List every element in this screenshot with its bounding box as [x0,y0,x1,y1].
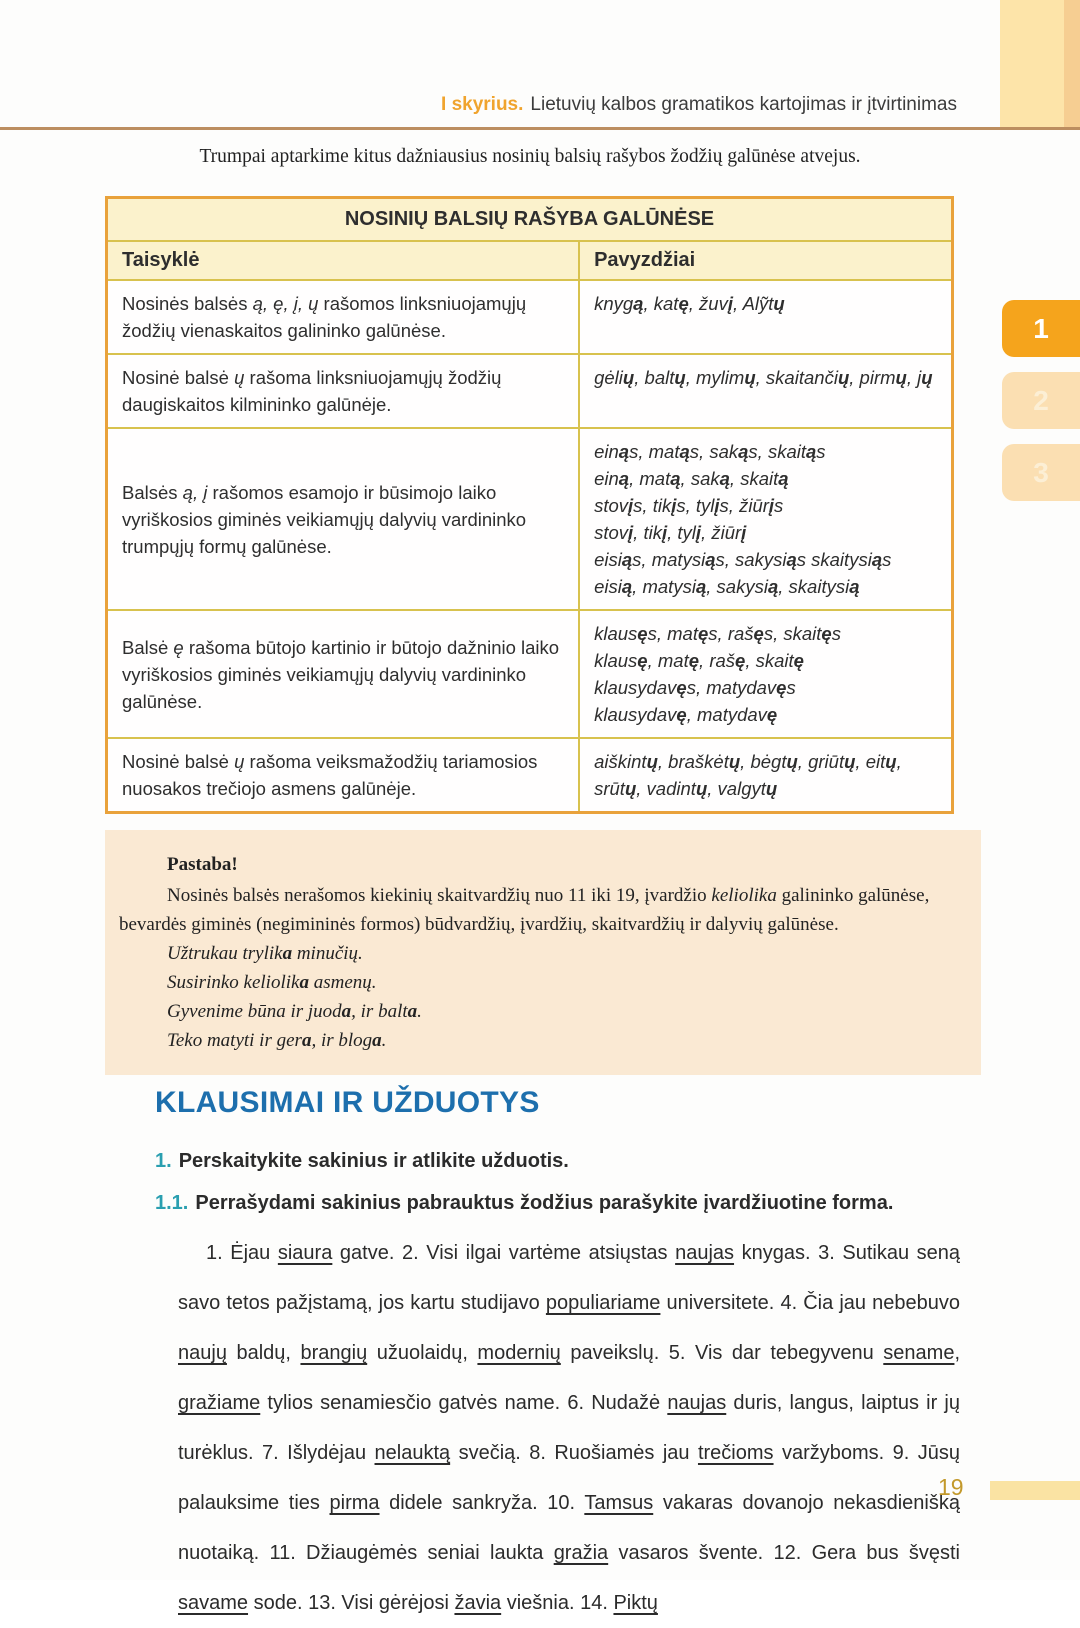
note-box [105,830,981,1075]
side-tab-2: 2 [1002,372,1080,429]
rule-cell: Nosinės balsės ą, ę, į, ų rašomos linksniuojamųjų žodžių vienaskaitos galininko galūnėse. [108,281,580,353]
side-tabs [1002,300,1080,501]
page-header [441,94,957,116]
rule-cell: Nosinė balsė ų rašoma linksniuojamųjų žodžių daugiskaitos kilmininko galūnėje. [108,355,580,427]
rules-table-body [108,281,951,811]
header-title: Lietuvių kalbos gramatikos kartojimas ir įtvirtinimas [530,94,957,115]
bottom-bar-decoration [990,1481,1080,1500]
table-row [108,429,951,611]
task-1-1-text: Perrašydami sakinius pabrauktus žodžius parašykite įvardžiuotine forma. [195,1192,894,1214]
table-row [108,281,951,355]
chapter-label: I skyrius. [441,94,524,115]
task-1-1-number: 1.1. [155,1192,189,1214]
intro-text: Trumpai aptarkime kitus dažniausius nosinių balsių rašybos žodžių galūnėse atvejus. [199,146,861,167]
table-title: NOSINIŲ BALSIŲ RAŠYBA GALŪNĖSE [108,199,951,242]
table-row [108,739,951,811]
examples-cell [580,739,951,811]
example-line: eisiąs, matysiąs, sakysiąs skaitysiąs [594,549,892,570]
exercise-text: 1. Ėjau siaura gatve. 2. Visi ilgai vartėme atsiųstas naujas knygas. 3. Sutikau seną savo tetos pažįstamą, jos kartu studijavo populiariame universitete. 4. Čia jau nebebuvo naujų baldų, brangių užuolaidų, modernių paveikslų. 5. Vis dar tebegyvenu sename, gražiame tylios senamiesčio gatvės name. 6. Nudažė naujas duris, langus, laiptus ir jų turėklus. 7. Išlydėjau nelauktą svečią. 8. Ruošiamės jau trečioms varžyboms. 9. Jūsų palauksime ties pirma didele sankryža. 10. Tamsus vakaras dovanojo nekasdienišką nuotaiką. 11. Džiaugėmės seniai laukta gražia vasaros švente. 12. Gera bus švęsti savame sode. 13. Visi gėrėjosi žavia viešnia. 14. Piktų [178,1242,961,1614]
column-header-rule: Taisyklė [108,242,580,279]
page-number: 19 [938,1474,964,1500]
example-line: einąs, matąs, sakąs, skaitąs [594,441,826,462]
task-1-number: 1. [155,1150,172,1172]
task-1 [155,1150,569,1173]
rules-table [105,196,954,814]
note-title: Pastaba! [167,854,238,875]
note-example-line: Teko matyti ir gera, ir bloga. [167,1030,387,1051]
example-line: eisią, matysią, sakysią, skaitysią [594,576,860,597]
header-divider [0,127,1080,130]
rule-cell: Balsė ę rašoma būtojo kartinio ir būtojo dažninio laiko vyriškosios giminės veikiamųjų dalyvių vardininko galūnėse. [108,611,580,737]
note-example-line: Užtrukau trylika minučių. [167,943,363,964]
example-line: aiškintų, braškėtų, bėgtų, griūtų, eitų, srūtų, vadintų, valgytų [594,751,902,799]
corner-decoration [1000,0,1080,127]
examples-cell [580,355,951,427]
example-line: klausęs, matęs, rašęs, skaitęs [594,623,841,644]
note-example-line: Gyvenime būna ir juoda, ir balta. [167,1001,422,1022]
examples-cell [580,281,951,353]
example-line: stovįs, tikįs, tylįs, žiūrįs [594,495,784,516]
note-example-line: Susirinko keliolika asmenų. [167,972,377,993]
example-line: klausydavę, matydavę [594,704,778,725]
table-row [108,355,951,429]
example-line: klausydavęs, matydavęs [594,677,796,698]
example-line: klausę, matę, rašę, skaitę [594,650,804,671]
example-line: knygą, katę, žuvį, Alỹtų [594,293,785,314]
rule-cell: Balsės ą, į rašomos esamojo ir būsimojo laiko vyriškosios giminės veikiamųjų dalyvių vardininko trumpųjų formų galūnėse. [108,429,580,609]
example-line: einą, matą, saką, skaitą [594,468,789,489]
column-header-examples: Pavyzdžiai [594,249,696,271]
examples-cell [580,429,951,609]
note-body: Nosinės balsės nerašomos kiekinių skaitvardžių nuo 11 iki 19, įvardžio keliolika galininko galūnėse, bevardės giminės (negimininės formos) būdvardžių, įvardžių, skaitvardžių ir dalyvių galūnėse. [119,885,930,935]
table-row [108,611,951,739]
task-1-text: Perskaitykite sakinius ir atlikite užduotis. [178,1150,569,1172]
side-tab-1: 1 [1002,300,1080,357]
section-heading: KLAUSIMAI IR UŽDUOTYS [155,1086,540,1119]
examples-cell [580,611,951,737]
example-line: stovį, tikį, tylį, žiūrį [594,522,747,543]
table-header-row [108,242,951,281]
side-tab-3: 3 [1002,444,1080,501]
note-examples [119,939,965,1055]
rule-cell: Nosinė balsė ų rašoma veiksmažodžių tariamosios nuosakos trečiojo asmens galūnėje. [108,739,580,811]
task-1-1 [155,1192,893,1215]
example-line: gėlių, baltų, mylimų, skaitančių, pirmų, jų [594,367,933,388]
